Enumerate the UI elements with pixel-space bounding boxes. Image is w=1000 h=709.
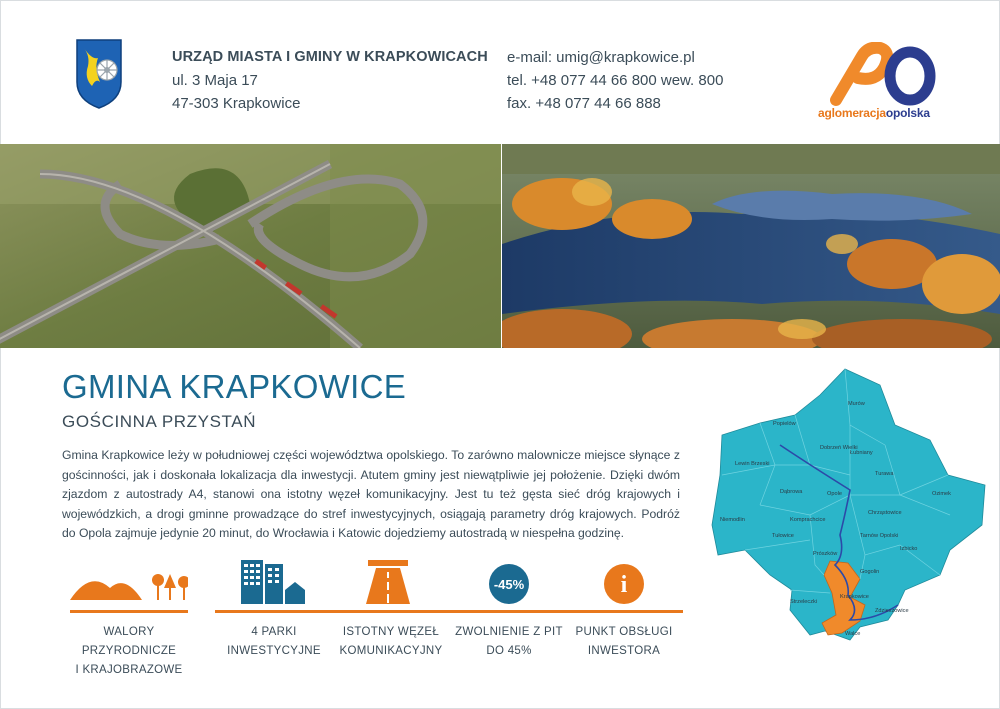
highway-interchange-photo [0, 144, 501, 348]
map-label: Lewin Brzeski [735, 461, 770, 467]
feature-divider [565, 610, 683, 613]
autumn-lake-photo [502, 144, 1000, 348]
feature-label [60, 623, 198, 680]
map-label: Dobrzeń Wielki [820, 445, 858, 451]
page-title: GMINA KRAPKOWICE [62, 368, 407, 405]
office-street: ul. 3 Maja 17 [172, 72, 258, 89]
feature-label-line1: 4 PARKI [251, 626, 297, 638]
info-badge-text: i [620, 572, 628, 598]
page-subtitle: GOŚCINNA PRZYSTAŃ [62, 412, 257, 431]
feature-label-line2: KOMUNIKACYJNY [339, 645, 443, 657]
map-label: Chrząstowice [868, 510, 902, 516]
map-label: Krapkowice [840, 594, 869, 600]
feature-info [565, 560, 683, 670]
contact-phone: tel. +48 077 44 66 800 wew. 800 [507, 72, 724, 89]
info-icon [565, 560, 683, 606]
feature-label [555, 623, 693, 661]
buildings-icon [215, 560, 333, 606]
landscape-icon [70, 560, 188, 606]
map-label: Tarnów Opolski [860, 533, 899, 539]
feature-label-line2: DO 45% [486, 645, 532, 657]
feature-label-line1: WALORY PRZYRODNICZE [81, 626, 177, 657]
contact-fax: fax. +48 077 44 66 888 [507, 95, 661, 112]
description-paragraph: Gmina Krapkowice leży w południowej części województwa opolskiego. To zarówno malownicze miejsce słynące z gościnności, jak i doskonała lokalizacja dla inwestycji. Atutem gminy jest niewątpliwie jej położenie. Dzięki dwóm zjazdom z autostrady A4, stanowi ona istotny węzeł komunikacyjny. Jest tu też gęsta sieć dróg krajowych i wojewódzkich, a drogi gminne prowadzące do stref inwestycyjnych, osiągają parametry dróg krajowych. Podróż do Opola zajmuje jedynie 20 minut, do Wrocławia i Katowic dojedziemy autostradą w niespełna godzinę. [62, 448, 680, 541]
map-label: Niemodlin [720, 517, 745, 523]
map-label: Prószków [813, 551, 838, 557]
map-label: Ozimek [932, 491, 951, 497]
map-label: Izbicko [900, 546, 918, 552]
map-label: Strzeleczki [790, 599, 818, 605]
map-label: Gogolin [860, 569, 880, 575]
contact-info [507, 46, 723, 115]
map-label: Opole [827, 491, 842, 497]
logo-word-a: aglomeracja [818, 106, 886, 120]
map-label: Murów [848, 401, 865, 407]
feature-tax [450, 560, 568, 670]
feature-nature [70, 560, 188, 676]
feature-divider [332, 610, 450, 613]
office-address [172, 46, 488, 115]
feature-label-line1: PUNKT OBSŁUGI [575, 626, 673, 638]
office-city: 47-303 Krapkowice [172, 95, 301, 112]
coat-of-arms-icon [76, 38, 122, 110]
map-label: Tułowice [772, 533, 794, 539]
map-label: Zdzieszowice [875, 608, 909, 614]
map-label: Walce [845, 631, 861, 637]
feature-divider [215, 610, 333, 613]
map-label: Popielów [773, 421, 796, 427]
feature-divider [450, 610, 568, 613]
office-name: URZĄD MIASTA I GMINY W KRAPKOWICACH [172, 49, 488, 65]
map-label: Turawa [875, 471, 894, 477]
feature-divider [70, 610, 188, 613]
road-icon [332, 560, 450, 606]
tax-badge-text: -45% [493, 577, 525, 592]
feature-label-line2: I KRAJOBRAZOWE [75, 664, 183, 676]
map-label: Łubniany [850, 450, 873, 456]
feature-label-line2: INWESTYCYJNE [227, 645, 321, 657]
feature-label-line2: INWESTORA [587, 645, 661, 657]
feature-road [332, 560, 450, 670]
feature-label-line1: ZWOLNIENIE Z PIT [455, 626, 563, 638]
contact-email[interactable]: e-mail: umig@krapkowice.pl [507, 49, 695, 66]
map-label: Komprachcice [790, 517, 826, 523]
feature-label-line1: ISTOTNY WĘZEŁ [342, 626, 440, 638]
map-label: Dąbrowa [780, 489, 803, 495]
feature-parks [215, 560, 333, 670]
region-map [700, 365, 990, 650]
tax-badge-icon [450, 560, 568, 606]
logo-wordmark [818, 106, 943, 120]
logo-word-b: opolska [885, 106, 930, 120]
